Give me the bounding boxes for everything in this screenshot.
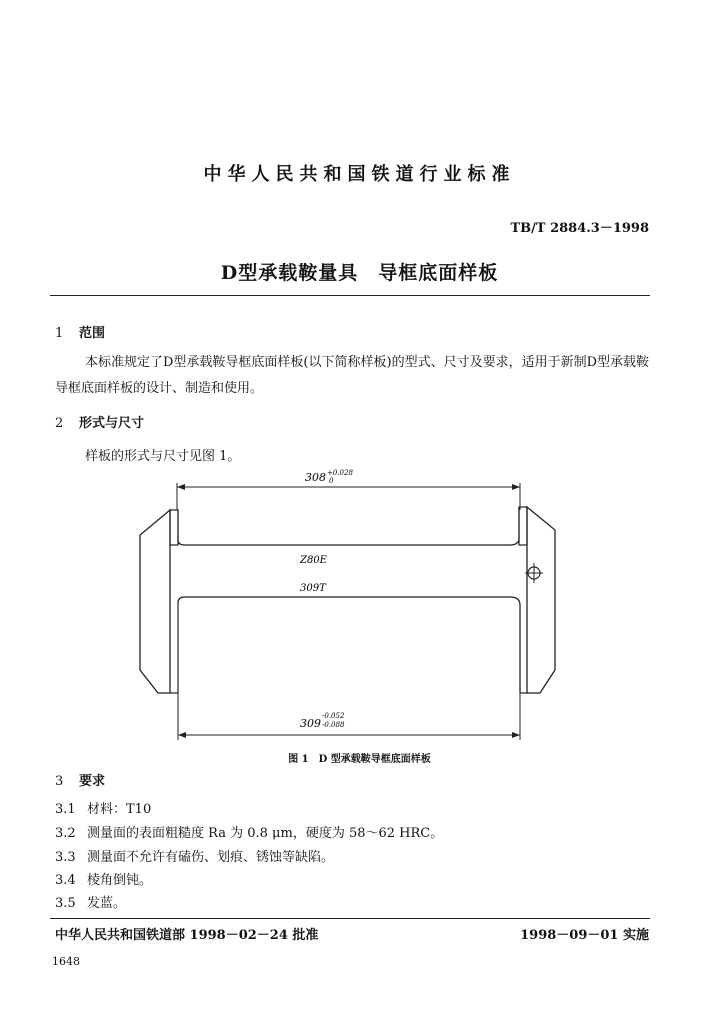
left-lug [140,510,170,693]
requirement-text: 测量面的表面粗糙度 Ra 为 0.8 μm，硬度为 58～62 HRC。 [87,826,444,841]
requirement-item [55,798,151,817]
top-dim-tol-upper: +0.028 [327,469,353,477]
section-number: 1 [55,326,64,341]
requirement-item [55,846,334,865]
section-title: 范围 [79,326,106,341]
requirement-number: 3.4 [55,873,76,888]
requirement-number: 3.1 [55,802,76,817]
requirement-text: 发蓝。 [87,896,127,911]
right-upper-step [519,507,527,545]
top-rule [50,295,650,296]
lower-slot-top [178,597,520,693]
document-title: D型承载鞍量具 导框底面样板 [220,262,499,284]
bottom-dim-arrow-left [178,732,186,738]
section-2-heading [55,412,144,431]
bottom-dim-tol-lower: -0.088 [322,721,345,729]
mid-dim-2: 309T [300,583,326,594]
right-lug [527,507,555,693]
requirement-item [55,822,443,841]
top-dim-arrow-left [177,484,185,490]
section-2-text: 样板的形式与尺寸见图 1。 [85,449,241,464]
requirement-text: 测量面不允许有磕伤、划痕、锈蚀等缺陷。 [87,850,335,865]
effective-date: 1998－09－01 实施 [520,928,649,943]
requirement-item [55,892,126,911]
requirement-number: 3.5 [55,896,76,911]
bottom-dim-value: 309 [300,717,321,730]
left-upper-step [170,510,178,545]
section-title: 要求 [79,774,106,789]
section-1-heading [55,322,105,341]
gauge-figure [130,465,580,750]
page-number: 1648 [52,955,80,968]
section-number: 2 [55,416,64,431]
figure-caption: 图 1 D 型承载鞍导框底面样板 [288,754,431,765]
header-org: 中华人民共和国铁道行业标准 [203,164,516,185]
requirement-text: 棱角倒钝。 [87,873,153,888]
section-number: 3 [55,774,64,789]
standard-code: TB/T 2884.3－1998 [510,221,649,236]
top-dim-arrow-right [512,484,520,490]
bottom-dim-tol-upper: -0.052 [322,712,345,720]
upper-slot-bottom [178,538,519,545]
requirement-item [55,869,152,888]
top-dim-value: 308 [305,471,326,484]
requirement-number: 3.3 [55,850,76,865]
mid-dim-1: Z80E [300,555,327,566]
requirement-text: 材料：T10 [87,802,152,817]
section-3-heading [55,770,105,789]
section-1-text: 本标准规定了D型承载鞍导框底面样板(以下简称样板)的型式、尺寸及要求，适用于新制D型承载鞍导框底面样板的设计、制造和使用。 [55,355,649,396]
section-title: 形式与尺寸 [79,416,145,431]
top-dim-tol-lower: 0 [329,477,334,485]
bottom-rule [50,918,650,919]
requirement-number: 3.2 [55,826,76,841]
approval-line: 中华人民共和国铁道部 1998－02－24 批准 [55,928,319,943]
bottom-dim-arrow-right [512,732,520,738]
